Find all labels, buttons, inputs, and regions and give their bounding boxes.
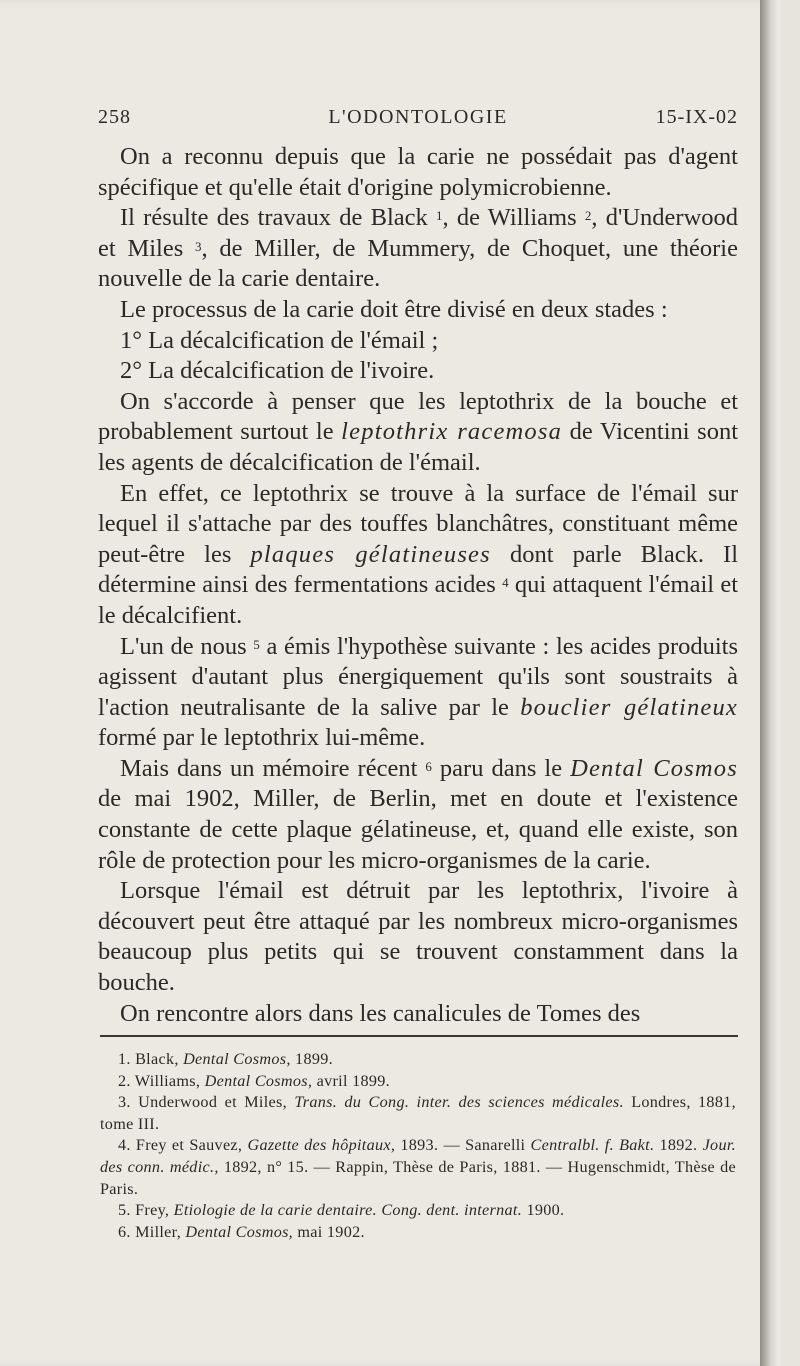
paragraph: L'un de nous $^5$ a émis l'hypothèse suivante : les acides produits agissent d'autant plus énergiquement qu'ils sont soustraits à l'action neutralisante de la salive par le bouclier gélatineux formé par le leptothrix lui-même. [98, 632, 739, 752]
page-number: 258 [98, 106, 131, 128]
footnote-divider [100, 1035, 738, 1037]
footnote: 3. Underwood et Miles, Trans. du Cong. inter. des sciences médicales. Londres, 1881, tome III. [100, 1093, 736, 1133]
paragraph: Mais dans un mémoire récent $^6$ paru dans le Dental Cosmos de mai 1902, Miller, de Berlin, met en doute et l'existence constante de cette plaque gélatineuse, et, quand elle existe, son rôle de protection pour les micro-organismes de la carie. [98, 754, 738, 874]
running-header [98, 106, 738, 140]
footnote: 1. Black, Dental Cosmos, 1899. [118, 1050, 333, 1068]
italic-term: Dental Cosmos [570, 754, 738, 782]
footnotes [100, 1049, 736, 1243]
italic-term: plaques gélatineuses [250, 540, 491, 568]
main-text [98, 142, 738, 1029]
paragraph: Lorsque l'émail est détruit par les leptothrix, l'ivoire à découvert peut être attaqué par les nombreux micro-organismes beaucoup plus petits qui se trouvent constamment dans la bouche. [98, 877, 738, 997]
paragraph: En effet, ce leptothrix se trouve à la surface de l'émail sur lequel il s'attache par des touffes blanchâtres, constituant même peut-être les plaques gélatineuses dont parle Black. Il détermine ainsi des fermentations acides $^4$ qui attaquent l'émail et le décalcifient. [98, 479, 739, 629]
paragraph: Le processus de la carie doit être divisé en deux stades : [120, 295, 668, 323]
paragraph: Il résulte des travaux de Black $^1$, de Williams $^2$, d'Underwood et Miles $^3$, de Miller, de Mummery, de Choquet, une théorie nouvelle de la carie dentaire. [98, 204, 739, 293]
paragraph: On s'accorde à penser que les leptothrix de la bouche et probablement surtout le leptothrix racemosa de Vicentini sont les agents de décalcification de l'émail. [98, 387, 738, 476]
footnote-ref: 6 [425, 758, 432, 774]
footnote: 6. Miller, Dental Cosmos, mai 1902. [118, 1222, 365, 1241]
journal-title: L'ODONTOLOGIE [328, 106, 508, 128]
list-item: 2° La décalcification de l'ivoire. [120, 357, 435, 385]
footnote-ref: 5 [253, 636, 260, 652]
footnote: 5. Frey, Etiologie de la carie dentaire. Cong. dent. internat. 1900. [118, 1201, 565, 1220]
italic-term: bouclier gélatineux [520, 693, 738, 721]
paragraph: On a reconnu depuis que la carie ne possédait pas d'agent spécifique et qu'elle était d'origine polymicrobienne. [98, 143, 738, 201]
list-item: 1° La décalcification de l'émail ; [120, 326, 439, 354]
footnote-ref: 1 [436, 208, 443, 224]
footnote: 2. Williams, Dental Cosmos, avril 1899. [118, 1071, 391, 1090]
footnote-ref: 4 [502, 575, 509, 591]
italic-term: leptothrix racemosa [341, 418, 563, 446]
footnote-ref: 2 [584, 208, 592, 224]
footnote: 4. Frey et Sauvez, Gazette des hôpitaux, 1893. — Sanarelli Centralbl. f. Bakt. 1892. Jour. des conn. médic., 1892, n° 15. — Rappin, Thèse de Paris, 1881. — Hugenschmidt, Thèse de Paris. [100, 1136, 736, 1198]
issue-date: 15-IX-02 [655, 106, 738, 128]
page-edge [760, 0, 780, 1366]
paragraph: On rencontre alors dans les canalicules de Tomes des [120, 999, 641, 1027]
footnote-ref: 3 [195, 238, 202, 254]
